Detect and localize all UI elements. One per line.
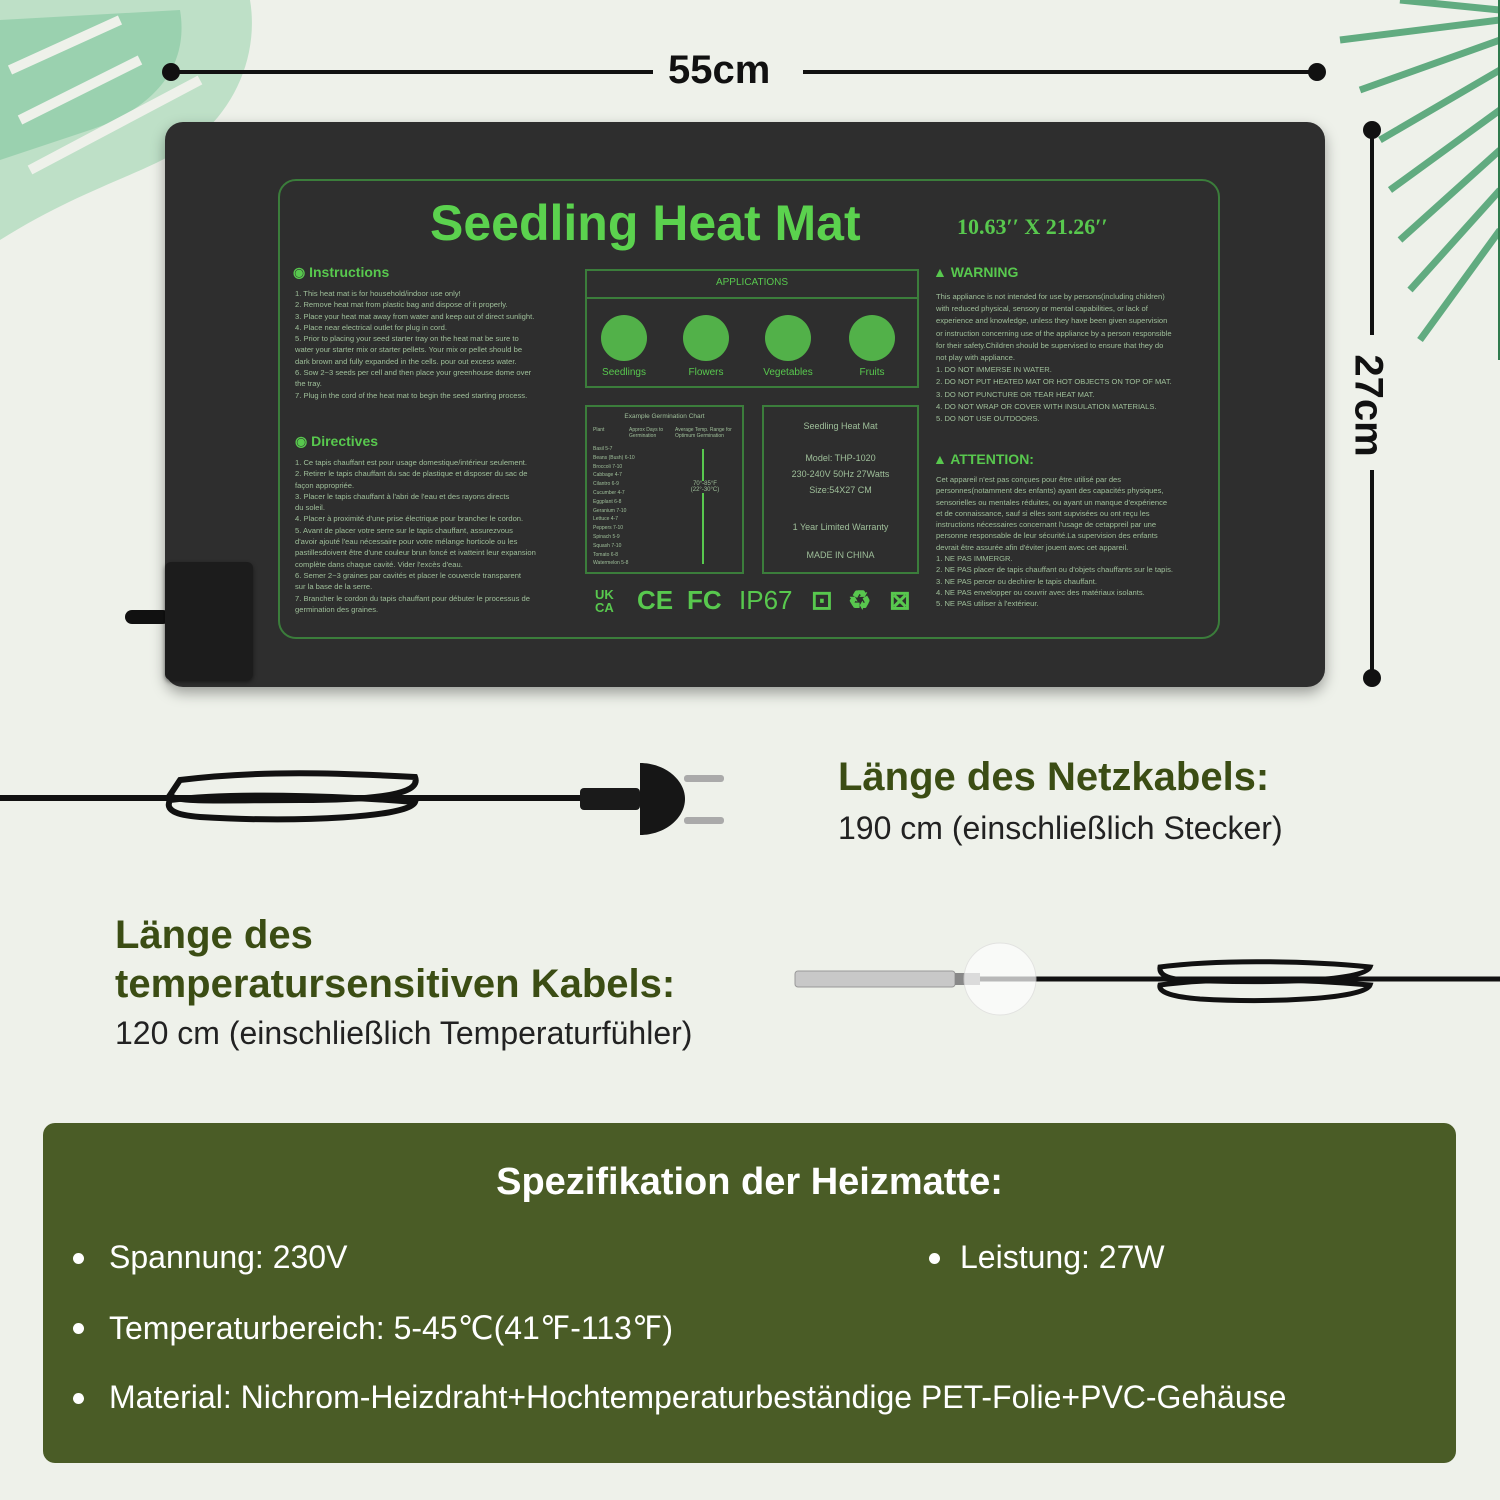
bullet-dot	[73, 1323, 84, 1334]
fruits-icon	[849, 315, 895, 361]
power-cable-heading: Länge des Netzkabels:	[838, 755, 1270, 799]
bullet-dot	[73, 1253, 84, 1264]
attention-text: Cet appareil n'est pas conçues pour être utilisé par des personnes(notamment des enfants) ayant des capacités physiques, sensorielles ou mentales réduites, ou ayant un manque d'expérience et de connaissance, sauf si elles sont supvisées ou ont reçu les instructions nécessaires concernant l'usage de cetappreil par une personne responsable de leur sécurité.La supervision des enfants devrait être assurée afin d'éviter jouent avec cet appareil. 1. NE PAS IMMERGR. 2. NE PAS placer de tapis chauffant ou d'objets chauffants sur le tapis. 3. NE PAS percer ou dechirer le tapis chauffant. 4. NE PAS envelopper ou couvrir avec des matériaux isolants. 5. NE PAS utiliser à l'extérieur.	[936, 475, 1173, 609]
bullet-dot	[73, 1393, 84, 1404]
vegetables-icon	[765, 315, 811, 361]
ukca-mark: UK CA	[595, 587, 614, 615]
instructions-heading: ◉ Instructions	[293, 264, 390, 280]
ce-mark: CE	[637, 585, 674, 615]
bullet-dot	[929, 1253, 940, 1264]
spec-title: Spezifikation der Heizmatte:	[496, 1161, 1003, 1203]
product-warranty: 1 Year Limited Warranty	[792, 522, 889, 532]
product-name: Seedling Heat Mat	[803, 421, 878, 431]
germination-chart-box	[585, 405, 744, 574]
width-dim-line-right	[803, 70, 1318, 74]
instructions-icon: ◉	[293, 264, 310, 280]
germination-temp: 70°-85°F (22°-30°C)	[681, 481, 729, 493]
product-origin: MADE IN CHINA	[806, 550, 875, 560]
heat-mat-image	[165, 122, 1325, 687]
warning-text: This appliance is not intended for use by persons(including children) with reduced physical, sensory or mental capabilities, or lack of experience and knowledge, unless they have been given supervision or instruction concerning use of the appliance by a person responsible for their safety.Children should be supervised to ensure that they do not play with appliance. 1. DO NOT IMMERSE IN WATER. 2. DO NOT PUT HEATED MAT OR HOT OBJECTS ON TOP OF MAT. 3. DO NOT PUNCTURE OR TEAR HEAT MAT. 4. DO NOT WRAP OR COVER WITH INSULATION MATERIALS. 5. DO NOT USE OUTDOORS.	[936, 292, 1172, 424]
germination-col-plant: Plant	[593, 427, 605, 433]
app-label-flowers: Flowers	[688, 367, 724, 378]
mat-cord-connector	[165, 562, 253, 680]
sensor-cable-heading-line2: temperatursensitiven Kabels:	[115, 962, 676, 1006]
specification-panel	[43, 1123, 1456, 1463]
spec-temperature: Temperaturbereich: 5-45℃(41℉-113℉)	[109, 1310, 674, 1346]
mat-size: 10.63′′ X 21.26′′	[957, 214, 1108, 239]
app-label-vegetables: Vegetables	[763, 367, 813, 378]
ip67-mark: IP67	[739, 585, 793, 615]
germination-col-temp: Average Temp. Range for Optimum Germination	[675, 427, 732, 439]
instructions-text: 1. This heat mat is for household/indoor use only! 2. Remove heat mat from plastic bag and dispose of it properly. 3. Place your heat mat away from water and keep out of direct sunlight. 4. Place near electrical outlet for plug in cord. 5. Prior to placing your seed starter tray on the heat mat be sure to water your starter mix or starter pellets. Your mix or pellet should be dark brown and fully expanded in the cells. pour out excess water. 6. Sow 2~3 seeds per cell and then place your greenhouse dome over the tray. 7. Plug in the cord of the heat mat to begin the seed starting process.	[295, 289, 535, 400]
height-dim-line-top	[1370, 130, 1374, 335]
product-size: Size:54X27 CM	[809, 485, 872, 495]
weee-bin-icon: ⊠	[889, 585, 911, 615]
sensor-cable-length: 120 cm (einschließlich Temperaturfühler)	[115, 1015, 693, 1051]
applications-heading: APPLICATIONS	[715, 277, 789, 288]
applications-box	[585, 269, 919, 388]
spec-material: Material: Nichrom-Heizdraht+Hochtemperaturbeständige PET-Folie+PVC-Gehäuse	[109, 1379, 1287, 1415]
product-model: Model: THP-1020	[805, 453, 876, 463]
directives-heading: ◉ Directives	[295, 433, 379, 449]
attention-icon: ▲	[933, 451, 951, 467]
spec-power: Leistung: 27W	[960, 1239, 1165, 1275]
power-cable-image	[0, 755, 740, 850]
mat-cord-stub	[125, 610, 170, 624]
directives-icon: ◉	[295, 433, 312, 449]
germination-arrow	[702, 449, 704, 564]
fc-mark: FC	[687, 585, 722, 615]
product-info-box	[762, 405, 919, 574]
width-dim-label: 55cm	[668, 48, 771, 92]
recycle-icon: ♻	[848, 585, 872, 615]
sensor-cable-image	[790, 935, 1500, 1025]
app-label-seedlings: Seedlings	[602, 367, 646, 378]
germination-col-days: Approx Days to Germination	[629, 427, 664, 439]
width-dim-line-left	[171, 70, 653, 74]
height-dim-end-dot	[1363, 669, 1381, 687]
square-mark-icon: ⊡	[811, 585, 833, 615]
directives-text: 1. Ce tapis chauffant est pour usage domestique/intérieur seulement. 2. Retirer le tapis chauffant du sac de plastique et disposer du sac de façon appropriée. 3. Placer le tapis chauffant à l'abri de l'eau et des rayons directs du soleil. 4. Placer à proximité d'une prise électrique pour brancher le cordon. 5. Avant de placer votre serre sur le tapis chauffant, assurezvous d'avoir ajouté l'eau nécessaire pour votre mélange horticole ou les pastillesdoivent être d'une couleur brun foncé et ivatteint leur expansion complète dans chaque cavité. Vider l'excès d'eau. 6. Semer 2~3 graines par cavités et placer le couvercle transparent sur la base de la serre. 7. Brancher le cordon du tapis chauffant pour débuter le processus de germination des graines.	[295, 458, 536, 614]
flowers-icon	[683, 315, 729, 361]
width-dim-end-dot	[1308, 63, 1326, 81]
germination-rows: Basil 5-7 Beans (Bush) 6-10 Broccoli 7-10 Cabbage 4-7 Cilantro 6-9 Cucumber 4-7 Eggplant 6-8 Geranium 7-10 Lettuce 4-7 Peppers 7-10 Spinach 5-9 Squash 7-10 Tomato 6-8 Watermelon 5-8	[593, 446, 635, 567]
attention-heading: ▲ ATTENTION:	[933, 451, 1034, 467]
germination-chart-title: Example Germination Chart	[624, 413, 705, 420]
height-dim-label: 27cm	[1346, 354, 1391, 457]
app-label-fruits: Fruits	[859, 367, 885, 378]
product-voltage: 230-240V 50Hz 27Watts	[791, 469, 890, 479]
spec-voltage: Spannung: 230V	[109, 1239, 348, 1275]
power-cable-length: 190 cm (einschließlich Stecker)	[838, 810, 1283, 846]
height-dim-line-bottom	[1370, 470, 1374, 678]
seedlings-icon	[601, 315, 647, 361]
warning-icon: ▲	[933, 264, 951, 280]
warning-heading: ▲ WARNING	[933, 264, 1019, 280]
mat-title: Seedling Heat Mat	[430, 195, 861, 251]
sensor-cable-heading-line1: Länge des	[115, 913, 313, 957]
